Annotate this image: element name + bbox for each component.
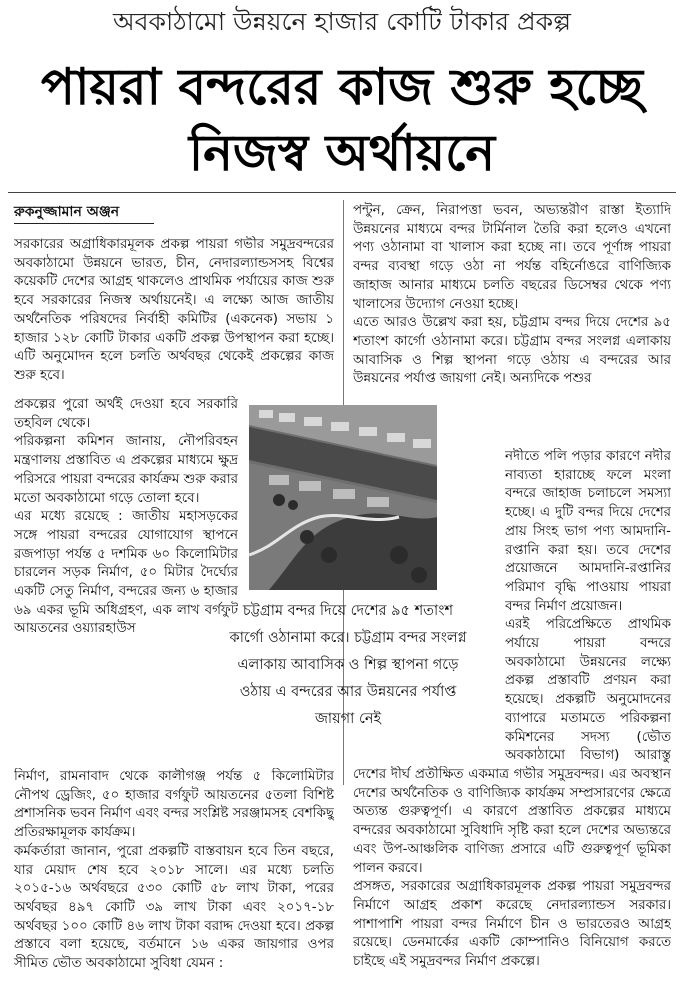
paragraph: এরই পরিপ্রেক্ষিতে প্রাথমিক পর্যায়ে পায়রা বন্দরে অবকাঠামো উন্নয়নের লক্ষ্যে প্রকল্প প্রস্তাবটি প্রণয়ন করা হয়েছে। প্রকল্পটি অনুমোদনের ব্যাপারে মতামতে পরিকল্পনা কমিশনের সদস্য (ভৌত অবকাঠামো বিভাগ) আরাস্তু [505,617,671,764]
left-column-top [14,236,334,392]
paragraph: নির্মাণ, রামনাবাদ থেকে কালীগঞ্জ পর্যন্ত ৫ কিলোমিটার নৌপথ ড্রেজিং, ৫০ হাজার বর্গফুট আয়তনের ৫তলা বিশিষ্ট প্রশাসনিক ভবন নির্মাণ এবং বন্দর সংশ্লিষ্ট সরঞ্জামসহ বেশকিছু প্রতিরক্ষামূলক কার্যক্রম। [14,769,334,841]
right-column-bottom [353,766,671,988]
port-photo-graphic [249,405,437,590]
port-aerial-photo [249,405,437,590]
paragraph: এর মধ্যে রয়েছে : জাতীয় মহাসড়কের সঙ্গে পায়রা বন্দরের যোগাযোগ স্থাপনে রজপাড়া পর্যন্ত ৫ দশমিক ৬০ কিলোমিটার চারলেন সড়ক নির্মাণ, ৫০ মিটার দৈর্ঘ্যের একটি সেতু নির্মাণ, বন্দরের জন্য ৬ হাজার ৬৯ একর ভূমি অধিগ্রহণ, এক লাখ বর্গফুট আয়তনের ওয়্যারহাউস [14,509,238,637]
right-column-narrow [505,448,671,766]
paragraph: পন্টুন, ক্রেন, নিরাপত্তা ভবন, অভ্যন্তরীণ রাস্তা ইত্যাদি উন্নয়নের মাধ্যমে বন্দর টার্মিনাল তৈরি করা হলেও এখনো পণ্য ওঠানামা বা খালাস করা হচ্ছে না। তবে পূর্ণাঙ্গ পায়রা বন্দর ব্যবস্থা গড়ে ওঠা না পর্যন্ত বহির্নোঙরে বাণিজ্যিক জাহাজ আনার মাধ্যমে চলতি বছরের ডিসেম্বর থেকে পণ্য খালাসের উদ্যোগ নেওয়া হচ্ছে। [353,203,671,312]
headline-divider [8,192,676,193]
photo-caption: চট্টগ্রাম বন্দর দিয়ে দেশের ৯৫ শতাংশ কার্গো ওঠানামা করে। চট্টগ্রাম বন্দর সংলগ্ন এলাকায় আবাসিক ও শিল্প স্থাপনা গড়ে ওঠায় এ বন্দরের আর উন্নয়নের পর্যাপ্ত জায়গা নেই [229,603,467,727]
kicker-headline: অবকাঠামো উন্নয়নে হাজার কোটি টাকার প্রকল্প [112,7,572,36]
byline: রুকনুজ্জামান অঞ্জন [14,204,120,220]
paragraph: দেশের দীর্ঘ প্রতীক্ষিত একমাত্র গভীর সমুদ্রবন্দর। এর অবস্থান দেশের অর্থনৈতিক ও বাণিজ্যিক কার্যক্রম সম্প্রসারণের ক্ষেত্রে অত্যন্ত গুরুত্বপূর্ণ। এ কারণে প্রস্তাবিত প্রকল্পের মাধ্যমে বন্দরের অবকাঠামো সুবিধাদি সৃষ্টি করা হলে দেশের অভ্যন্তরে এবং উপ-আঞ্চলিক বাণিজ্য প্রসারে এটি গুরুত্বপূর্ণ ভূমিকা পালন করবে। [353,767,671,876]
byline-block [14,203,154,224]
main-headline-line-2: নিজস্ব অর্থায়নে [188,124,496,182]
paragraph: সরকারের অগ্রাধিকারমূলক প্রকল্প পায়রা গভীর সমুদ্রবন্দরের অবকাঠামো উন্নয়নে ভারত, চীন, নেদারল্যান্ডসসহ বিশ্বের কয়েকটি দেশের আগ্রহ থাকলেও প্রাথমিক পর্যায়ের কাজ শুরু হবে সরকারের নিজস্ব অর্থায়নেই। এ লক্ষ্যে আজ জাতীয় অর্থনৈতিক পরিষদের নির্বাহী কমিটির (একনেক) সভায় ১ হাজার ১২৮ কোটি টাকার একটি প্রকল্প উপস্থাপন করা হচ্ছে। এটি অনুমোদন হলে চলতি অর্থবছর থেকেই প্রকল্পের কাজ শুরু হবে। [14,237,334,383]
paragraph: কর্মকর্তারা জানান, পুরো প্রকল্পটি বাস্তবায়ন হবে তিন বছরে, যার মেয়াদ শেষ হবে ২০১৮ সালে। এর মধ্যে চলতি ২০১৫-১৬ অর্থবছরে ৫৩০ কোটি ৫৮ লাখ টাকা, পরের অর্থবছর ৪৯৭ কোটি ৩৯ লাখ টাকা এবং ২০১৭-১৮ অর্থবছর ১০০ কোটি ৪৬ লাখ টাকা বরাদ্দ দেওয়া হবে। প্রকল্প প্রস্তাবে বলা হয়েছে, বর্তমানে ১৬ একর জায়গার ওপর সীমিত ভৌত অবকাঠামো সুবিধা যেমন : [14,843,334,972]
byline-underline [14,223,154,224]
left-column-narrow [14,396,238,768]
paragraph: পরিকল্পনা কমিশন জানায়, নৌপরিবহন মন্ত্রণালয় প্রস্তাবিত এ প্রকল্পের মাধ্যমে ক্ষুদ্র পরিসরে পায়রা বন্দরের কার্যক্রম শুরু করার মতো অবকাঠামো গড়ে তোলা হবে। [14,434,238,506]
paragraph: এতে আরও উল্লেখ করা হয়, চট্টগ্রাম বন্দর দিয়ে দেশের ৯৫ শতাংশ কার্গো ওঠানামা করে। চট্টগ্রাম বন্দর সংলগ্ন এলাকায় আবাসিক ও শিল্প স্থাপনা গড়ে ওঠায় এ বন্দরের আর উন্নয়নের পর্যাপ্ত জায়গা নেই। অন্যদিকে পশুর [353,315,671,387]
main-headline-line-1: পায়রা বন্দরের কাজ শুরু হচ্ছে [41,58,643,116]
left-column-bottom [14,768,334,988]
paragraph: প্রসঙ্গত, সরকারের অগ্রাধিকারমূলক প্রকল্প পায়রা সমুদ্রবন্দর নির্মাণে আগ্রহ প্রকাশ করেছে নেদারল্যান্ডস সরকার। পাশাপাশি পায়রা বন্দর নির্মাণে চীন ও ভারতেরও আগ্রহ রয়েছে। ডেনমার্কের একটি কোম্পানিও বিনিয়োগ করতে চাইছে এই সমুদ্রবন্দর নির্মাণ প্রকল্পে। [353,879,671,970]
paragraph: প্রকল্পের পুরো অর্থই দেওয়া হবে সরকারি তহবিল থেকে। [14,397,238,431]
paragraph: নদীতে পলি পড়ার কারণে নদীর নাব্যতা হারাচ্ছে ফলে মংলা বন্দরে জাহাজ চলাচলে সমস্যা হচ্ছে। এ দুটি বন্দর দিয়ে দেশের প্রায় সিংহ ভাগ পণ্য আমদানি-রপ্তানি করা হয়। তবে দেশের প্রয়োজনে আমদানি-রপ্তানির পরিমাণ বৃদ্ধি পাওয়ায় পায়রা বন্দর নির্মাণ প্রয়োজন। [505,449,671,614]
